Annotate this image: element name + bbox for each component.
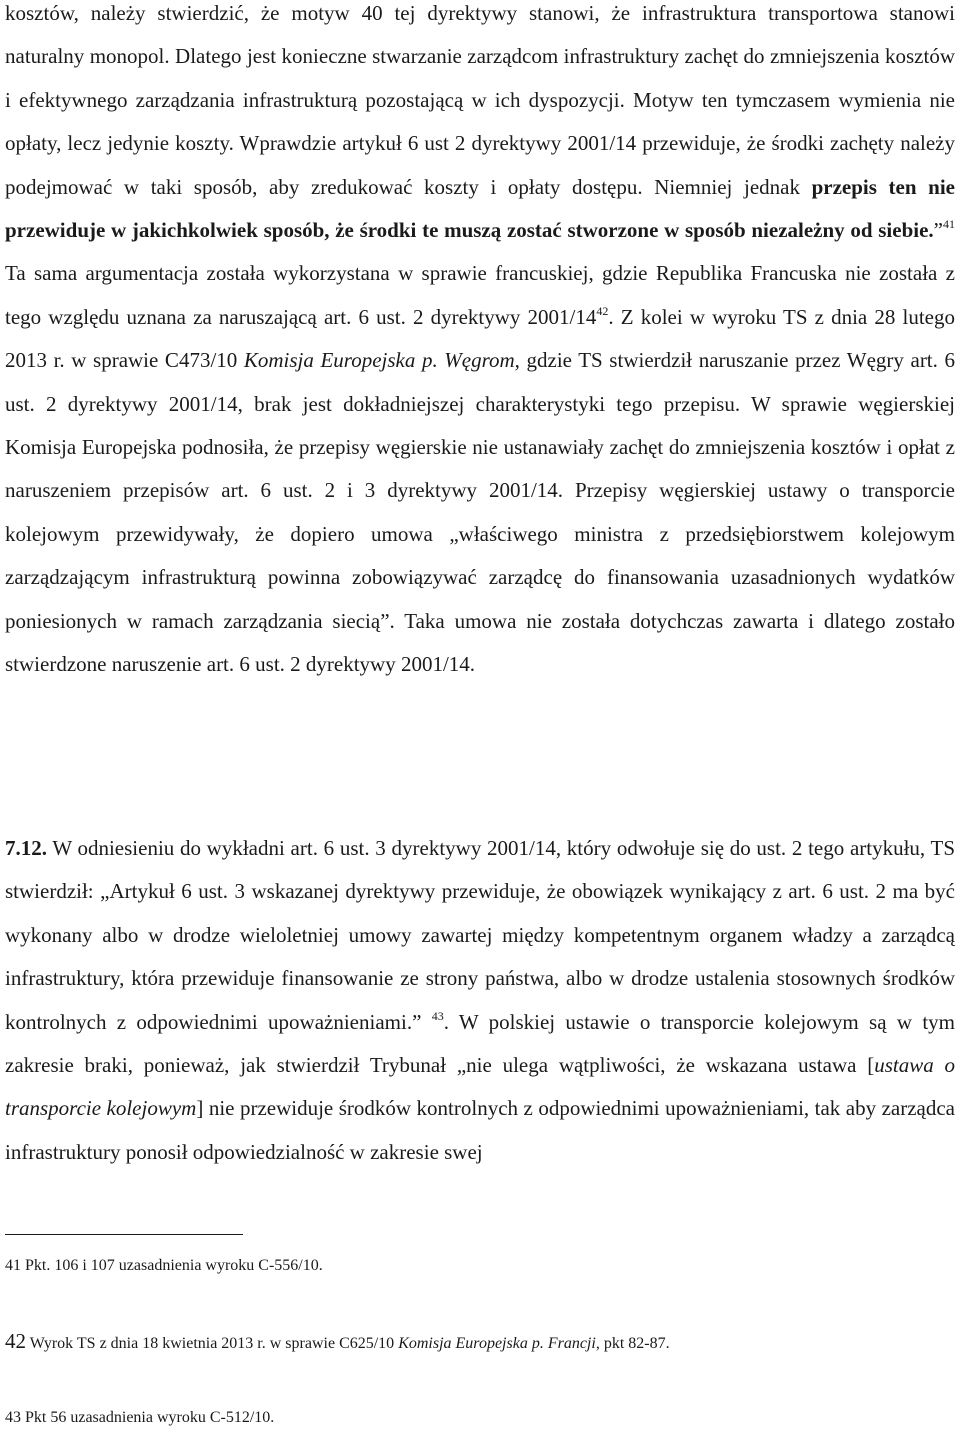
footnote-ref-42[interactable]: 42 [596, 303, 609, 318]
statute-name-italic: ustawa o transporcie kolejowym [5, 1053, 956, 1121]
paragraph-7-12 [5, 827, 955, 1174]
footnote-number: 41 [5, 1257, 21, 1274]
paragraph-text: . Z kolei w wyroku TS z dnia 28 lutego 2013 r. w sprawie C473/10 [5, 304, 955, 373]
section-number: 7.12. [5, 836, 47, 860]
paragraph-text: W odniesieniu do wykładni art. 6 ust. 3 dyrektywy 2001/14, który odwołuje się do ust. 2 tego artykułu, TS stwierdził: „Artykuł 6 ust. 3 wskazanej dyrektywy przewiduje, że obowiązek wynikający z art. 6 ust. 2 ma być wykonany albo w drodze wieloletniej umowy zawartej między kompetentnym organem władzy a zarządcą infrastruktury, która przewiduje finansowanie ze strony państwa, albo w drodze ustalenia stosownych środków kontrolnych z odpowiednimi upoważnieniami.” [5, 836, 955, 1034]
footnote-text: , pkt 82-87. [595, 1335, 670, 1352]
closing-quote: ” [933, 218, 943, 243]
paragraph-text: ] nie przewiduje środków kontrolnych z odpowiednimi upoważnieniami, tak aby zarządca infrastruktury ponosił odpowiedzialność w zakresie swej [5, 1096, 956, 1164]
footnote-case-italic: Komisja Europejska p. Francji [398, 1335, 596, 1352]
footnote-separator [5, 1234, 243, 1235]
paragraph-text: , gdzie TS stwierdził naruszanie przez Węgry art. 6 ust. 2 dyrektywy 2001/14, brak jest dokładniejszej charakterystyki tego przepisu. W sprawie węgierskiej Komisja Europejska podnosiła, że przepisy węgierskie nie ustanawiały zachęt do zmniejszenia kosztów i opłat z naruszeniem przepisów art. 6 ust. 2 i 3 dyrektywy 2001/14. Przepisy węgierskiej ustawy o transporcie kolejowym przewidywały, że dopiero umowa „właściwego ministra z przedsiębiorstwem kolejowym zarządzającym infrastrukturą powinna zobowiązywać zarządcę do finansowania uzasadnionych wydatków poniesionych w ramach zarządzania siecią”. Taka umowa nie została dotychczas zawarta i dlatego zostało stwierdzone naruszenie art. 6 ust. 2 dyrektywy 2001/14. [5, 348, 955, 677]
paragraph-text: . W polskiej ustawie o transporcie kolejowym są w tym zakresie braki, ponieważ, jak stwierdził Trybunał „nie ulega wątpliwości, że wskazana ustawa [ [5, 1009, 955, 1078]
paragraph-text: Ta sama argumentacja została wykorzystana w sprawie francuskiej, gdzie Republika Francuska nie została z tego względu uznana za naruszającą art. 6 ust. 2 dyrektywy 2001/14 [5, 261, 955, 329]
footnote-text: Wyrok TS z dnia 18 kwietnia 2013 r. w sprawie C625/10 [26, 1335, 399, 1352]
paragraph-text: kosztów, należy stwierdzić, że motyw 40 tej dyrektywy stanowi, że infrastruktura transportowa stanowi naturalny monopol. Dlatego jest konieczne stwarzanie zarządcom infrastruktury zachęt do zmniejszenia kosztów i efektywnego zarządzania infrastrukturą pozostającą w ich dyspozycji. Motyw ten tymczasem wymienia nie opłaty, lecz jedynie koszty. Wprawdzie artykuł 6 ust 2 dyrektywy 2001/14 przewiduje, że środki zachęty należy podejmować w taki sposób, aby zredukować koszty i opłaty dostępu. Niemniej jednak [5, 1, 955, 199]
footnote-41 [5, 1256, 955, 1276]
footnote-ref-41[interactable]: 41 [943, 217, 955, 232]
footnote-text: Pkt. 106 i 107 uzasadnienia wyroku C-556/10. [21, 1257, 323, 1274]
footnote-number: 43 [5, 1409, 21, 1426]
paragraph-motive-40 [5, 0, 955, 687]
footnote-text: Pkt 56 uzasadnienia wyroku C-512/10. [21, 1409, 275, 1426]
footnote-43 [5, 1408, 955, 1428]
bold-quote: przepis ten nie przewiduje w jakichkolwiek sposób, że środki te muszą zostać stworzone w sposób niezależny od siebie. [5, 174, 955, 243]
footnote-42 [5, 1331, 955, 1354]
footnote-ref-43[interactable]: 43 [431, 1008, 444, 1023]
case-name-italic: Komisja Europejska p. Węgrom [243, 348, 515, 373]
footnote-number: 42 [5, 1329, 26, 1353]
